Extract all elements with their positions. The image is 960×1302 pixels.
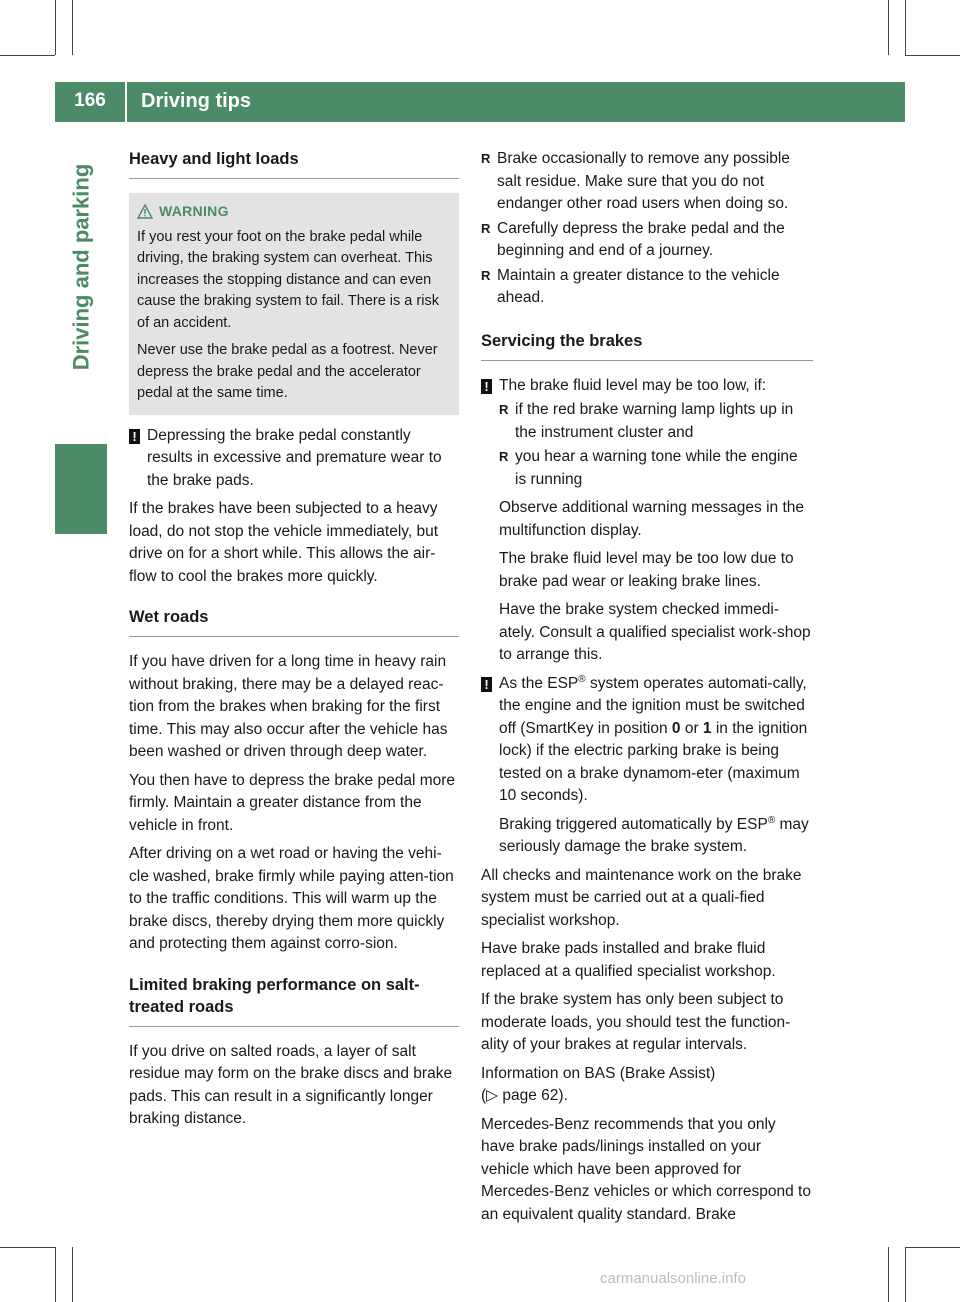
warning-text-2: Never use the brake pedal as a footrest. Never depress the brake pedal and the accelerator pedal at the same time. bbox=[137, 342, 438, 401]
note-text: As the ESP® system operates automati-cally, the engine and the ignition must be switched off (SmartKey in position 0 or 1 in the ignition lock) if the electric parking brake is being tested on a brake dynamom-eter (maximum 10 seconds). bbox=[499, 673, 808, 804]
paragraph: If the brakes have been subjected to a heavy load, do not stop the vehicle immediately, but drive on for a short while. This allows the air-flow to cool the brakes more quickly. bbox=[129, 500, 439, 585]
crop-mark bbox=[905, 55, 960, 56]
page-number: 166 bbox=[74, 90, 106, 111]
list-item: R Carefully depress the brake pedal and the beginning and end of a journey. bbox=[481, 218, 813, 263]
note-block bbox=[481, 375, 813, 667]
note-text: Have the brake system checked immedi-ately. Consult a qualified specialist work-shop to arrange this. bbox=[499, 601, 811, 663]
paragraph: If the brake system has only been subject to moderate loads, you should test the function-ality of your brakes at regular intervals. bbox=[481, 991, 791, 1053]
note-block bbox=[481, 673, 813, 859]
list-item: R Maintain a greater distance to the vehicle ahead. bbox=[481, 265, 813, 310]
paragraph: Mercedes-Benz recommends that you only have brake pads/linings installed on your vehicle which have been approved for Mercedes-Benz vehicles or which correspond to an equivalent quality standard. Brake bbox=[481, 1115, 811, 1223]
note-text: The brake fluid level may be too low due to brake pad wear or leaking brake lines. bbox=[499, 550, 794, 590]
crop-mark bbox=[55, 1247, 56, 1302]
crop-mark bbox=[72, 1247, 73, 1302]
warning-header bbox=[137, 201, 451, 223]
section-title: Driving tips bbox=[141, 90, 252, 112]
heading-salt-roads: Limited braking performance on salt-treated roads bbox=[129, 974, 459, 1027]
crop-mark bbox=[905, 0, 906, 55]
side-tab-marker bbox=[55, 444, 107, 534]
crop-mark bbox=[0, 55, 55, 56]
crop-mark bbox=[905, 1247, 960, 1248]
crop-mark bbox=[888, 0, 889, 55]
list-item: R Brake occasionally to remove any possible salt residue. Make sure that you do not endanger other road users when doing so. bbox=[481, 148, 813, 216]
exclamation-icon: ! bbox=[129, 429, 140, 444]
list-item: R if the red brake warning lamp lights up in the instrument cluster and bbox=[499, 399, 813, 444]
side-tab bbox=[55, 122, 107, 1122]
page-reference-link[interactable]: (▷ page 62). bbox=[481, 1087, 568, 1104]
warning-triangle-icon bbox=[137, 204, 153, 219]
note-block bbox=[129, 425, 459, 493]
heading-servicing-brakes: Servicing the brakes bbox=[481, 330, 813, 361]
paragraph: You then have to depress the brake pedal more firmly. Maintain a greater distance from the vehicle in front. bbox=[129, 771, 456, 834]
watermark: carmanualsonline.info bbox=[600, 1270, 746, 1287]
note-text: Observe additional warning messages in the multifunction display. bbox=[499, 499, 805, 539]
left-column bbox=[129, 148, 459, 1137]
warning-box bbox=[129, 193, 459, 415]
exclamation-icon: ! bbox=[481, 379, 492, 394]
warning-text-1: If you rest your foot on the brake pedal while driving, the braking system can overheat. This increases the stopping distance and can even cause the braking system to fail. There is a risk of an accident. bbox=[137, 228, 439, 331]
right-column bbox=[481, 148, 813, 1232]
paragraph: After driving on a wet road or having the vehi-cle washed, brake firmly while paying atten-tion to the traffic conditions. This will warm up the brake discs, thereby drying them more quickly and protecting them against corro-sion. bbox=[129, 845, 454, 952]
note-text: The brake fluid level may be too low, if: bbox=[499, 376, 767, 394]
header-divider bbox=[125, 82, 127, 122]
heading-heavy-loads: Heavy and light loads bbox=[129, 148, 459, 179]
page-header bbox=[55, 82, 905, 122]
paragraph: Information on BAS (Brake Assist) (▷ page 62). bbox=[481, 1064, 716, 1104]
crop-mark bbox=[72, 0, 73, 55]
list-item: R you hear a warning tone while the engine is running bbox=[499, 446, 813, 491]
heading-wet-roads: Wet roads bbox=[129, 606, 459, 637]
exclamation-icon: ! bbox=[481, 677, 492, 692]
crop-mark bbox=[55, 0, 56, 55]
side-tab-label-wrap bbox=[55, 122, 107, 412]
paragraph: Have brake pads installed and brake fluid replaced at a qualified specialist workshop. bbox=[481, 940, 776, 980]
registered-mark: ® bbox=[578, 673, 586, 685]
crop-mark bbox=[905, 1247, 906, 1302]
crop-mark bbox=[0, 1247, 55, 1248]
note-text: Depressing the brake pedal constantly results in excessive and premature wear to the brake pads. bbox=[147, 426, 442, 489]
paragraph: If you drive on salted roads, a layer of salt residue may form on the brake discs and brake pads. This can result in a significantly longer braking distance. bbox=[129, 1042, 453, 1127]
side-tab-label: Driving and parking bbox=[68, 163, 93, 371]
paragraph: If you have driven for a long time in heavy rain without braking, there may be a delayed reac-tion from the brakes when braking for the first time. This may also occur after the vehicle has been washed or driven through deep water. bbox=[129, 653, 448, 760]
registered-mark: ® bbox=[767, 814, 776, 826]
note-text: Braking triggered automatically by ESP® may seriously damage the brake system. bbox=[499, 814, 809, 855]
paragraph: All checks and maintenance work on the brake system must be carried out at a quali-fied specialist workshop. bbox=[481, 866, 802, 929]
crop-mark bbox=[888, 1247, 889, 1302]
warning-label: WARNING bbox=[159, 203, 229, 219]
